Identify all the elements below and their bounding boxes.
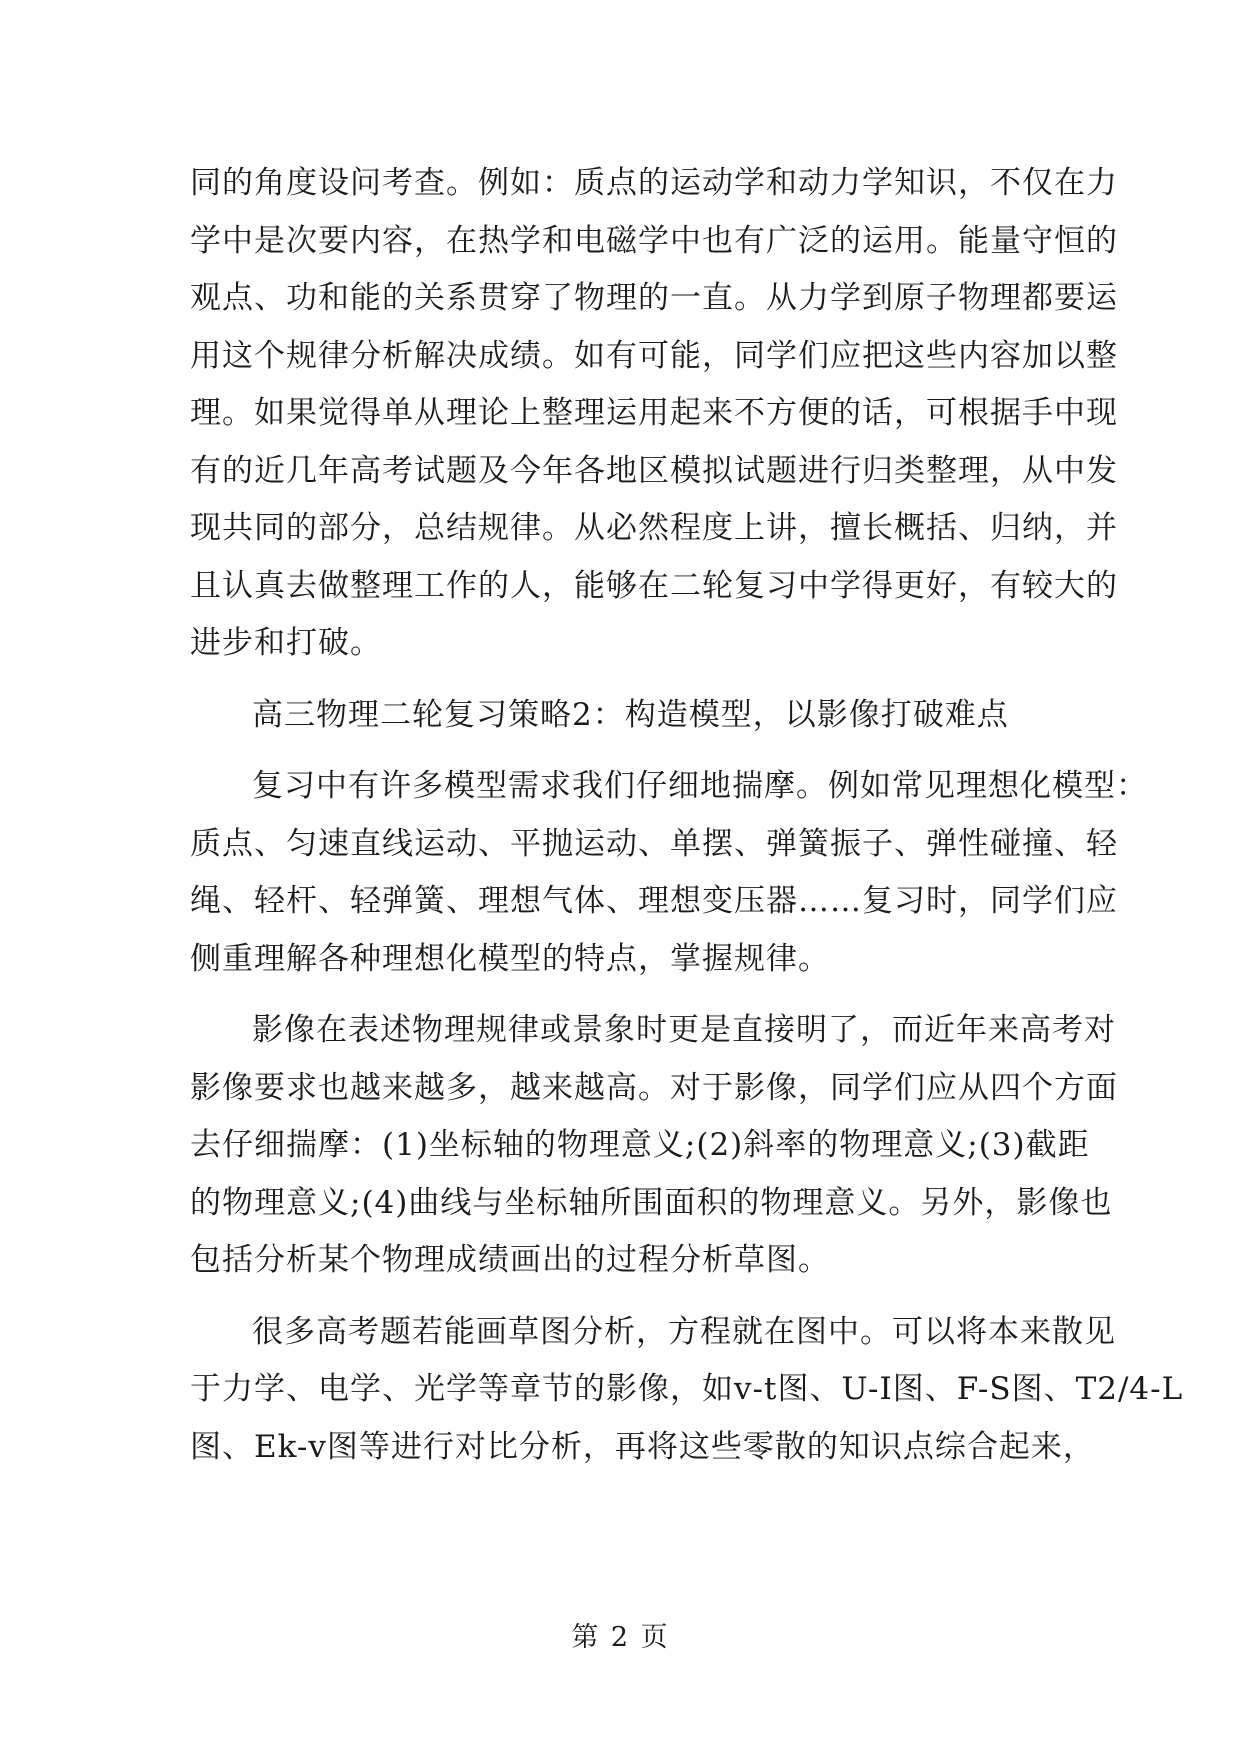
text-line: 用这个规律分析解决成绩。如有可能，同学们应把这些内容加以整 xyxy=(190,337,1118,374)
text-line: 理。如果觉得单从理论上整理运用起来不方便的话，可根据手中现 xyxy=(190,395,1118,431)
text-line: 现共同的部分，总结规律。从必然程度上讲，擅长概括、归纳，并 xyxy=(190,510,1118,546)
text-line: 且认真去做整理工作的人，能够在二轮复习中学得更好，有较大的 xyxy=(190,567,1118,604)
text-line: 绳、轻杆、轻弹簧、理想气体、理想变压器……复习时，同学们应 xyxy=(190,883,1118,919)
text-line: 观点、功和能的关系贯穿了物理的一直。从力学到原子物理都要运 xyxy=(190,280,1118,316)
text-line: 高三物理二轮复习策略2：构造模型，以影像打破难点 xyxy=(252,696,1009,733)
document-body xyxy=(190,155,1184,1476)
text-line: 进步和打破。 xyxy=(190,625,382,661)
text-line: 于力学、电学、光学等章节的影像，如v-t图、U-I图、F-S图、T2/4-L xyxy=(190,1371,1184,1407)
page-number: 第 2 页 xyxy=(571,1622,670,1653)
text-line: 去仔细揣摩：(1)坐标轴的物理意义;(2)斜率的物理意义;(3)截距 xyxy=(190,1127,1090,1163)
paragraph-gap xyxy=(190,1290,1066,1304)
text-line: 学中是次要内容，在热学和电磁学中也有广泛的运用。能量守恒的 xyxy=(190,222,1118,259)
text-line: 影像要求也越来越多，越来越高。对于影像，同学们应从四个方面 xyxy=(190,1069,1118,1106)
paragraph-gap xyxy=(190,744,1066,758)
text-line: 图、Ek-v图等进行对比分析，再将这些零散的知识点综合起来， xyxy=(190,1428,1095,1465)
paragraph xyxy=(190,1304,1184,1477)
text-line: 包括分析某个物理成绩画出的过程分析草图。 xyxy=(190,1242,830,1278)
paragraph-gap xyxy=(190,673,1066,687)
text-line: 同的角度设问考查。例如：质点的运动学和动力学知识，不仅在力 xyxy=(190,165,1118,201)
text-line: 质点、匀速直线运动、平抛运动、单摆、弹簧振子、弹性碰撞、轻 xyxy=(190,825,1118,862)
text-line: 的物理意义;(4)曲线与坐标轴所围面积的物理意义。另外，影像也 xyxy=(190,1184,1113,1221)
paragraph xyxy=(190,155,1118,673)
text-line: 有的近几年高考试题及今年各地区模拟试题进行归类整理，从中发 xyxy=(190,452,1118,489)
section-heading xyxy=(190,687,1066,745)
text-line: 影像在表述物理规律或景象时更是直接明了，而近年来高考对 xyxy=(252,1012,1116,1048)
paragraph-gap xyxy=(190,988,1066,1002)
paragraph xyxy=(190,758,1148,988)
paragraph xyxy=(190,1002,1118,1290)
text-line: 侧重理解各种理想化模型的特点，掌握规律。 xyxy=(190,940,830,977)
text-line: 复习中有许多模型需求我们仔细地揣摩。例如常见理想化模型： xyxy=(252,768,1148,804)
text-line: 很多高考题若能画草图分析，方程就在图中。可以将本来散见 xyxy=(252,1313,1116,1350)
